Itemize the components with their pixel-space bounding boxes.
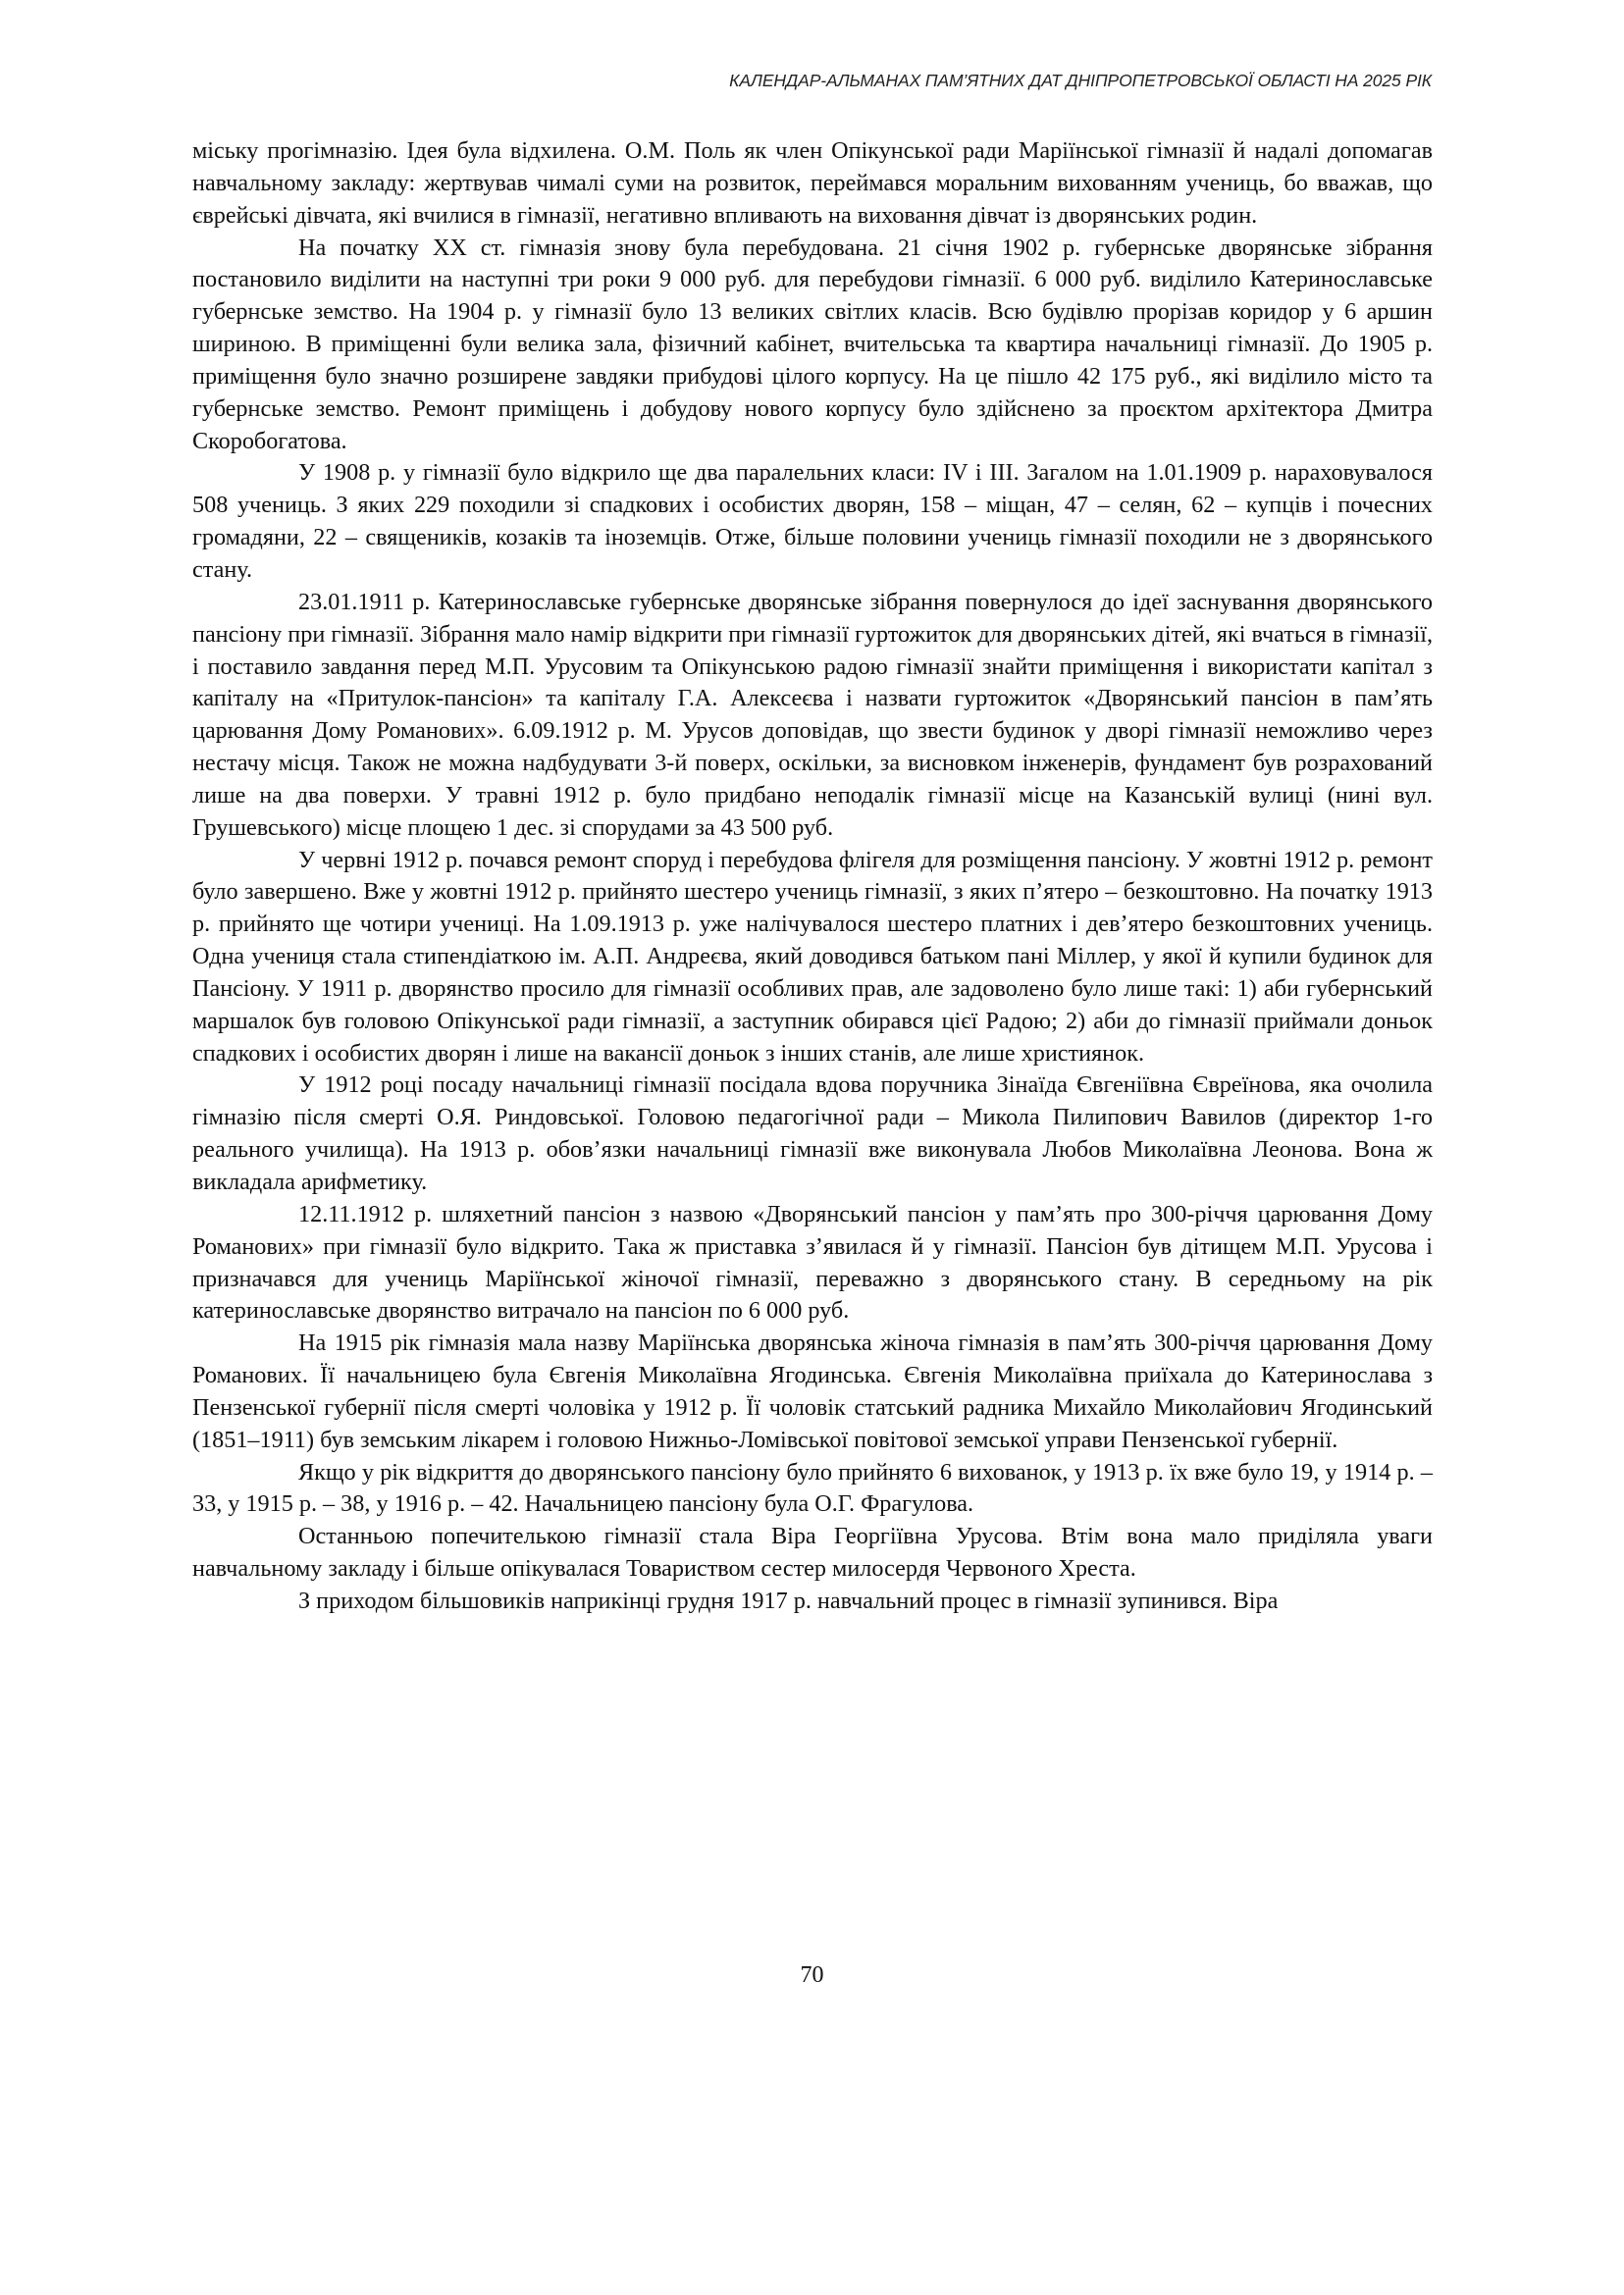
paragraph-9: Якщо у рік відкриття до дворянського пансіону було прийнято 6 вихованок, у 1913 р. їх вже було 19, у 1914 р. – 33, у 1915 р. – 38, у 1916 р. – 42. Начальницею пансіону була О.Г. Фрагулова. (192, 1458, 1433, 1518)
paragraph-2: На початку XX ст. гімназія знову була перебудована. 21 січня 1902 р. губернське дворянське зібрання постановило виділити на наступні три роки 9 000 руб. для перебудови гімназії. 6 000 руб. виділило Катеринославське губернське земство. На 1904 р. у гімназії було 13 великих світлих класів. Всю будівлю прорізав коридор у 6 аршин шириною. В приміщенні були велика зала, фізичний кабінет, вчительська та квартира начальниці гімназії. До 1905 р. приміщення було значно розширене завдяки прибудові цілого корпусу. На це пішло 42 175 руб., які виділило місто та губернське земство. Ремонт приміщень і добудову нового корпусу було здійснено за проєктом архітектора Дмитра Скоробогатова. (192, 234, 1433, 454)
paragraph-1: міську прогімназію. Ідея була відхилена. О.М. Поль як член Опікунської ради Маріїнської гімназії й надалі допомагав навчальному закладу: жертвував чималі суми на розвиток, переймався моральним вихованням учениць, бо вважав, що єврейські дівчата, які вчилися в гімназії, негативно впливають на виховання дівчат із дворянських родин. (192, 137, 1433, 229)
paragraph-10: Останньою попечителькою гімназії стала Віра Георгіївна Урусова. Втім вона мало приділяла уваги навчальному закладу і більше опікувалася Товариством сестер милосердя Червоного Хреста. (192, 1523, 1433, 1583)
paragraph-6: У 1912 році посаду начальниці гімназії посідала вдова поручника Зінаїда Євгеніївна Євреїнова, яка очолила гімназію після смерті О.Я. Риндовської. Головою педагогічної ради – Микола Пилипович Вавилов (директор 1-го реального училища). На 1913 р. обов’язки начальниці гімназії вже виконувала Любов Миколаївна Леонова. Вона ж викладала арифметику. (192, 1071, 1433, 1195)
running-header: КАЛЕНДАР-АЛЬМАНАХ ПАМ’ЯТНИХ ДАТ ДНІПРОПЕТРОВСЬКОЇ ОБЛАСТІ НА 2025 РІК (729, 71, 1432, 90)
paragraph-3: У 1908 р. у гімназії було відкрило ще два паралельних класи: IV і III. Загалом на 1.01.1909 р. нараховувалося 508 учениць. З яких 229 походили зі спадкових і особистих дворян, 158 – міщан, 47 – селян, 62 – купців і почесних громадяни, 22 – священиків, козаків та іноземців. Отже, більше половини учениць гімназії походили не з дворянського стану. (192, 459, 1433, 583)
body-text (192, 135, 1433, 1618)
paragraph-8: На 1915 рік гімназія мала назву Маріїнська дворянська жіноча гімназія в пам’ять 300-річчя царювання Дому Романових. Її начальницею була Євгенія Миколаївна Ягодинська. Євгенія Миколаївна приїхала до Катеринослава з Пензенської губернії після смерті чоловіка у 1912 р. Її чоловік статський радника Михайло Миколайович Ягодинський (1851–1911) був земським лікарем і головою Нижньо-Ломівської повітової земської управи Пензенської губернії. (192, 1330, 1433, 1453)
paragraph-4: 23.01.1911 р. Катеринославське губернське дворянське зібрання повернулося до ідеї заснування дворянського пансіону при гімназії. Зібрання мало намір відкрити при гімназії гуртожиток для дворянських дітей, які вчаться в гімназії, і поставило завдання перед М.П. Урусовим та Опікунською радою гімназії знайти приміщення і використати капітал з капіталу на «Притулок-пансіон» та капіталу Г.А. Алексеєва і назвати гуртожиток «Дворянський пансіон в пам’ять царювання Дому Романових». 6.09.1912 р. М. Урусов доповідав, що звести будинок у дворі гімназії неможливо через нестачу місця. Також не можна надбудувати 3-й поверх, оскільки, за висновком інженерів, фундамент був розрахований лише на два поверхи. У травні 1912 р. було придбано неподалік гімназії місце на Казанській вулиці (нині вул. Грушевського) місце площею 1 дес. зі спорудами за 43 500 руб. (192, 588, 1433, 841)
paragraph-11: З приходом більшовиків наприкінці грудня 1917 р. навчальний процес в гімназії зупинився. Віра (298, 1587, 1279, 1614)
page-number: 70 (800, 1962, 824, 1988)
paragraph-7: 12.11.1912 р. шляхетний пансіон з назвою «Дворянський пансіон у пам’ять про 300-річчя царювання Дому Романових» при гімназії було відкрито. Така ж приставка з’явилася й у гімназії. Пансіон був дітищем М.П. Урусова і призначався для учениць Маріїнської жіночої гімназії, переважно з дворянського стану. В середньому на рік катеринославське дворянство витрачало на пансіон по 6 000 руб. (192, 1200, 1433, 1325)
paragraph-5: У червні 1912 р. почався ремонт споруд і перебудова флігеля для розміщення пансіону. У жовтні 1912 р. ремонт було завершено. Вже у жовтні 1912 р. прийнято шестеро учениць гімназії, з яких п’ятеро – безкоштовно. На початку 1913 р. прийнято ще чотири учениці. На 1.09.1913 р. уже налічувалося шестеро платних і дев’ятеро безкоштовних учениць. Одна учениця стала стипендіаткою ім. А.П. Андреєва, який доводився батьком пані Міллер, у якої й купили будинок для Пансіону. У 1911 р. дворянство просило для гімназії особливих прав, але задоволено було лише такі: 1) аби губернський маршалок був головою Опікунської ради гімназії, а заступник обирався цієї Радою; 2) аби до гімназії приймали доньок спадкових і особистих дворян і лише на вакансії доньок з інших станів, але лише християнок. (192, 846, 1433, 1067)
